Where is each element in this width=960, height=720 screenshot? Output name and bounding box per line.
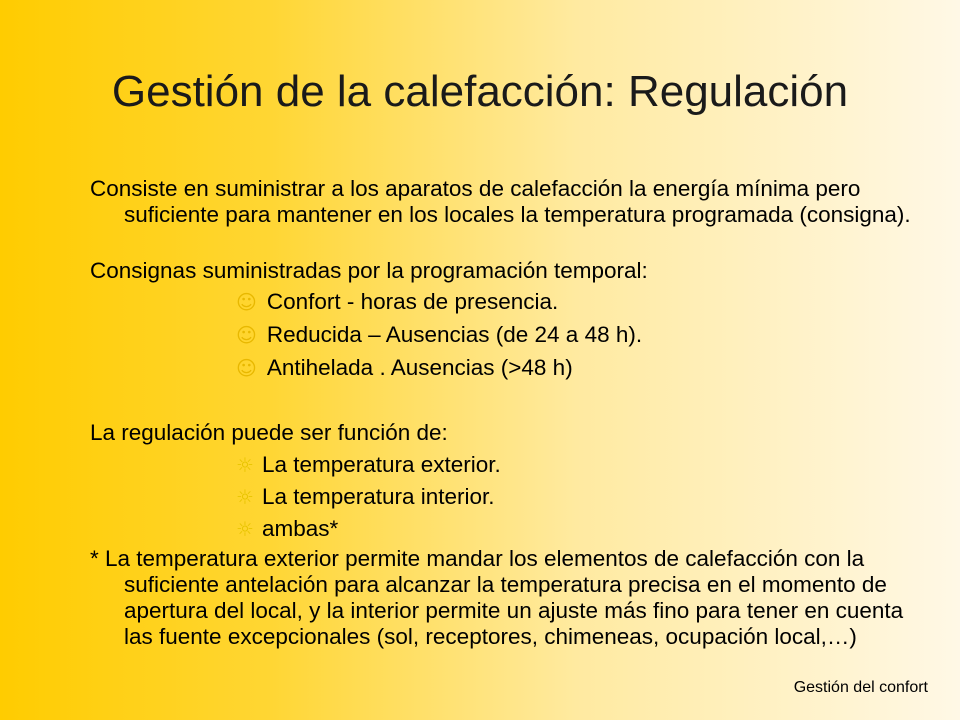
funcion-text: La temperatura interior. bbox=[261, 484, 495, 509]
smiley-icon: ☺ bbox=[236, 356, 257, 380]
slide-title: Gestión de la calefacción: Regulación bbox=[111, 67, 849, 116]
paragraph-note: * La temperatura exterior permite mandar los elementos de calefacción con la suficiente antelación para alcanzar la temperatura precisa en el momento de apertura del local, y la interior permite un ajuste más fino para tener en cuenta las fuente excepcionales (sol, receptores, chimeneas, ocupación local,…) bbox=[90, 546, 904, 649]
consigna-item bbox=[236, 322, 642, 348]
note-block bbox=[90, 546, 935, 650]
sun-icon: ☼ bbox=[236, 517, 254, 541]
intro-paragraph bbox=[90, 176, 935, 228]
consignas-heading-block bbox=[90, 258, 935, 284]
consigna-text: Antihelada . Ausencias (>48 h) bbox=[266, 355, 573, 380]
slide-footer: Gestión del confort bbox=[793, 679, 928, 696]
consigna-text: Confort - horas de presencia. bbox=[266, 289, 559, 314]
paragraph-definition: Consiste en suministrar a los aparatos de calefacción la energía mínima pero suficiente para mantener en los locales la temperatura programada (consigna). bbox=[90, 176, 911, 227]
smiley-icon: ☺ bbox=[236, 323, 257, 347]
sun-icon: ☼ bbox=[236, 453, 254, 477]
funcion-item bbox=[236, 452, 501, 478]
funcion-item bbox=[236, 484, 495, 510]
consigna-text: Reducida – Ausencias (de 24 a 48 h). bbox=[266, 322, 643, 347]
funcion-text: ambas* bbox=[261, 516, 339, 541]
sun-icon: ☼ bbox=[236, 485, 254, 509]
smiley-icon: ☺ bbox=[236, 290, 257, 314]
consigna-item bbox=[236, 355, 573, 381]
funcion-text: La temperatura exterior. bbox=[261, 452, 501, 477]
funcion-heading-block bbox=[90, 420, 935, 446]
paragraph-consignas: Consignas suministradas por la programación temporal: bbox=[90, 258, 648, 283]
paragraph-funcion: La regulación puede ser función de: bbox=[90, 420, 448, 445]
consigna-item bbox=[236, 289, 558, 315]
funcion-item bbox=[236, 516, 338, 542]
